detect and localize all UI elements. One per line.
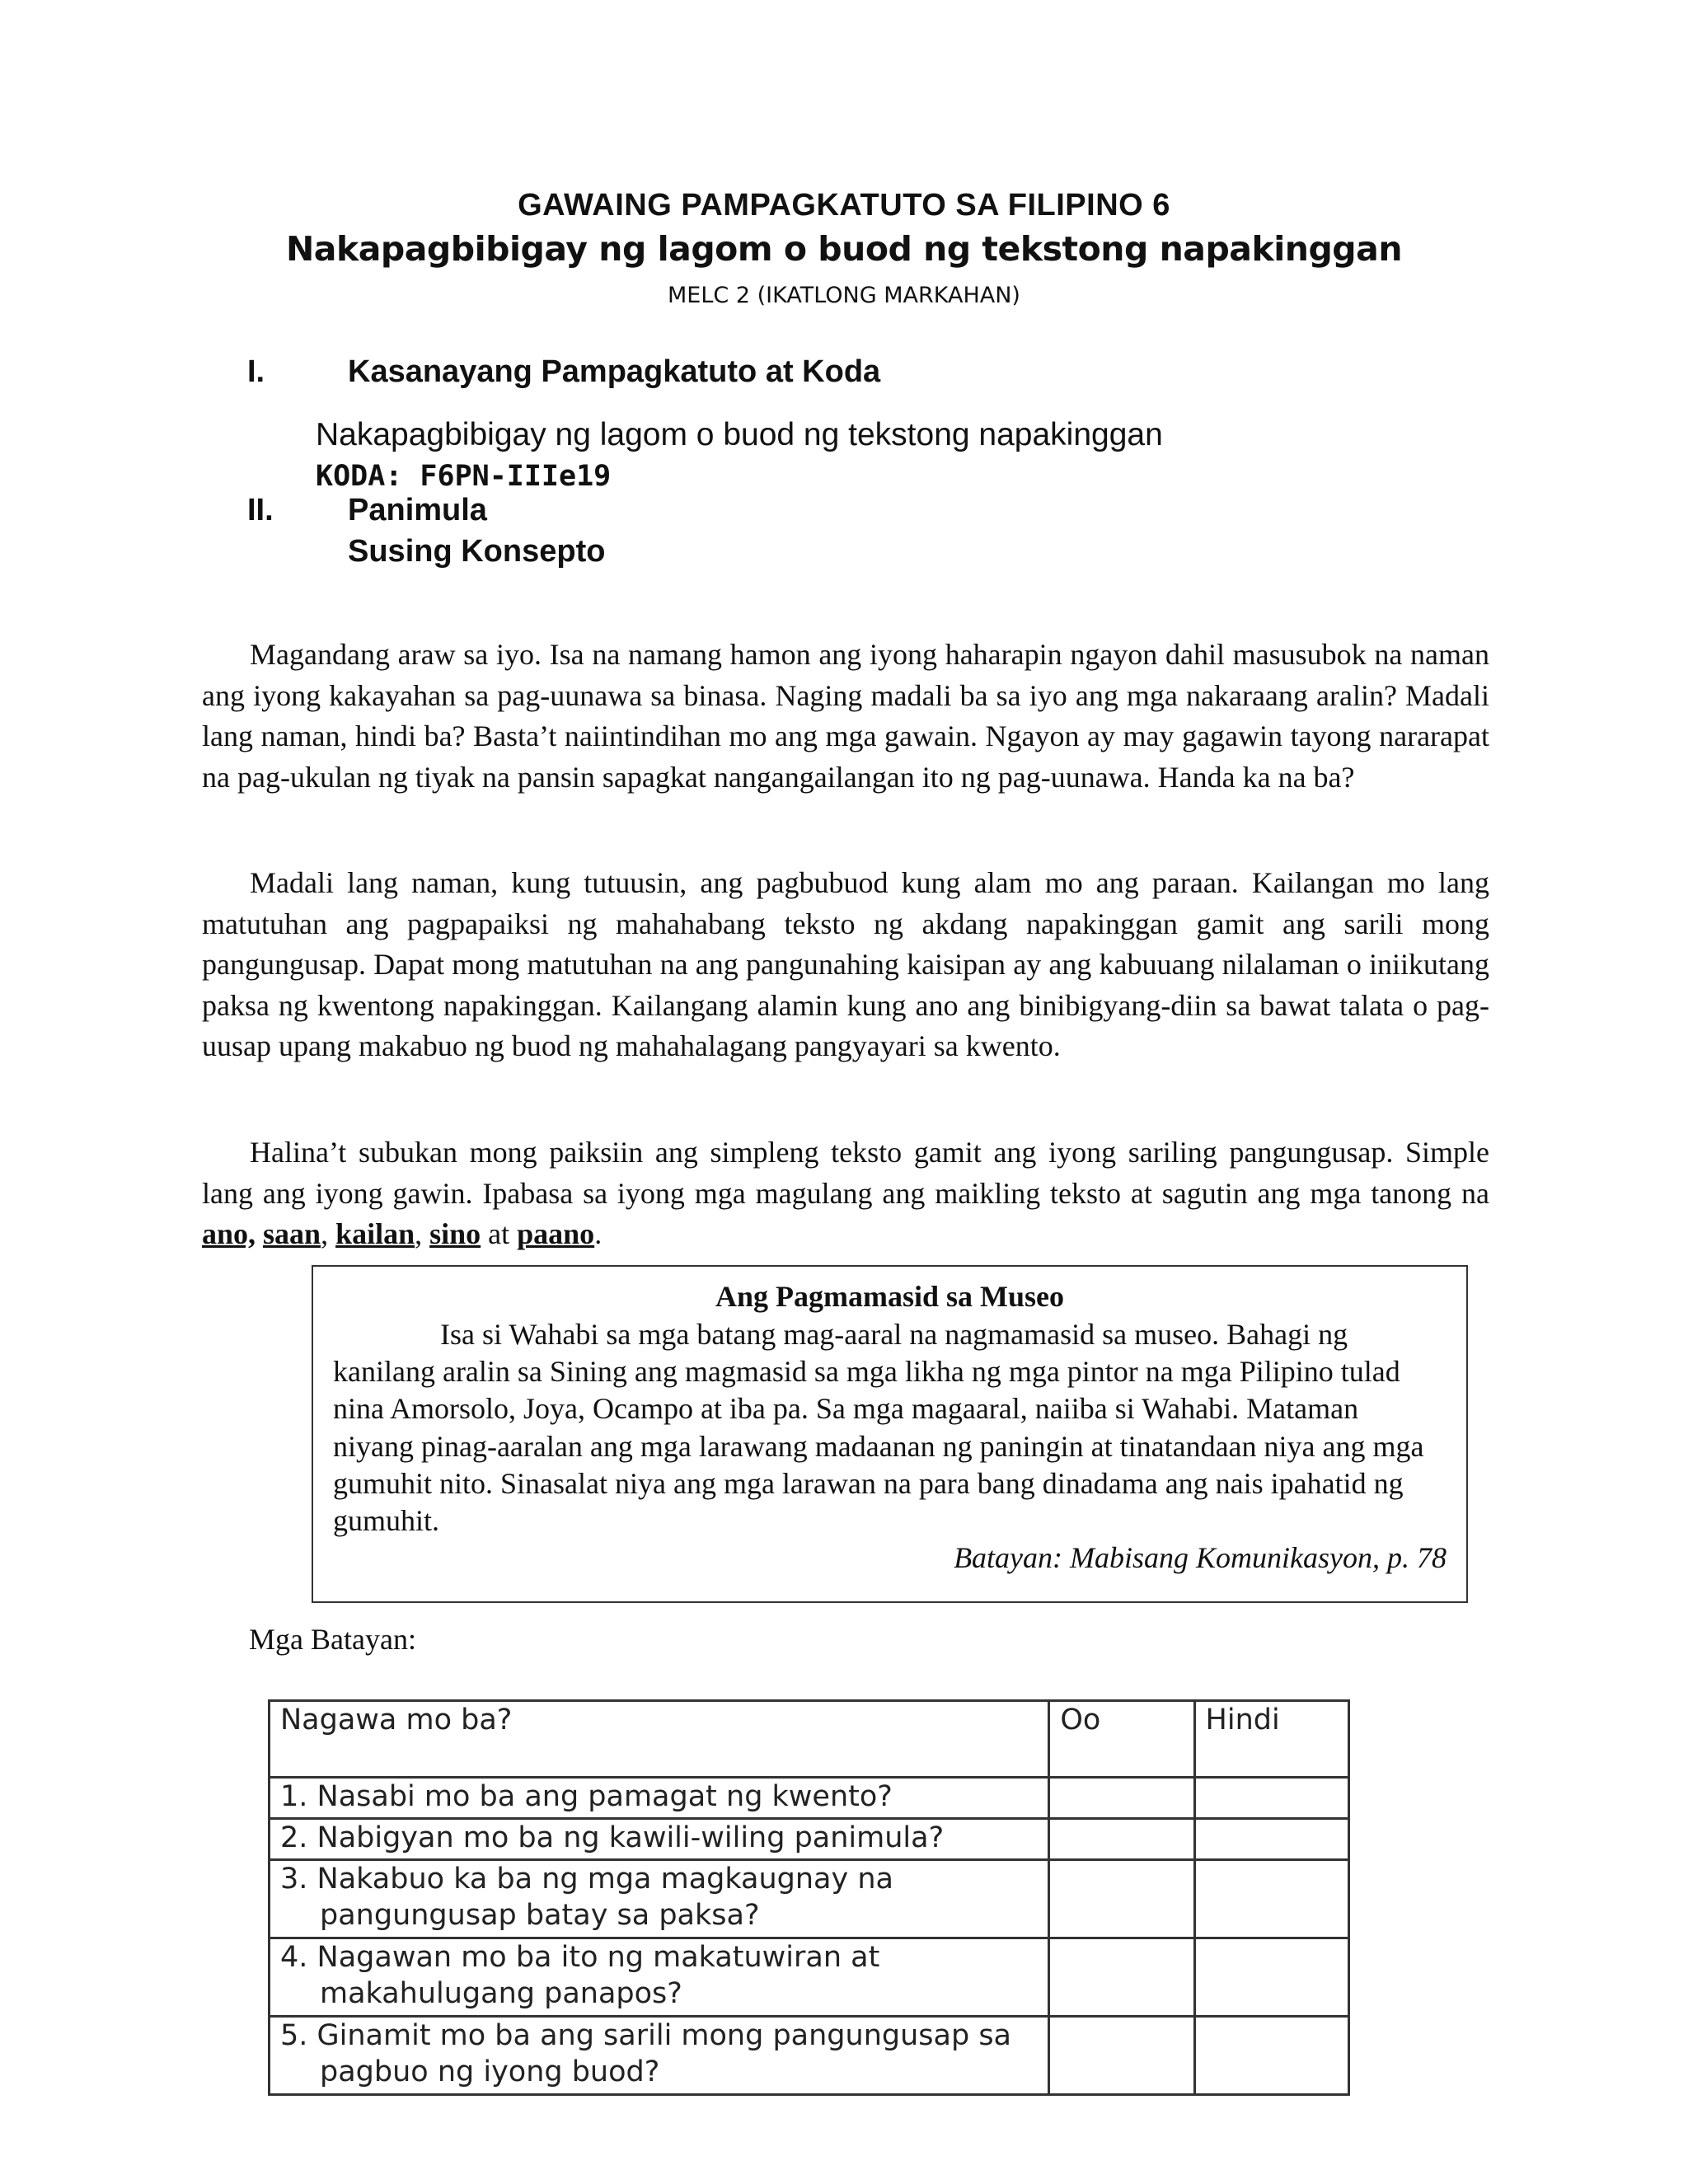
criterion-text: 1. Nasabi mo ba ang pamagat ng kwento? <box>280 1780 893 1813</box>
story-body: Isa si Wahabi sa mga batang mag-aaral na nagmamasid sa museo. Bahagi ng kanilang aralin sa Sining ang magmasid sa mga likha ng mga pintor na mga Pilipino tulad nina Amorsolo, Joya, Ocampo at iba pa. Sa mga magaaral, naiiba si Wahabi. Mataman niyang pinag-aaralan ang mga larawang madaanan ng paningin at tinatandaan niya ang mga gumuhit nito. Sinasalat niya ang mga larawan na para bang dinadama ang nais ipahatid ng gumuhit. <box>333 1318 1424 1538</box>
table-row <box>270 1938 1349 2017</box>
criterion-text: 3. Nakabuo ka ba ng mga magkaugnay na pangungusap batay sa paksa? <box>280 1863 893 1932</box>
hindi-cell[interactable] <box>1194 1778 1348 1819</box>
header-hindi: Hindi <box>1194 1701 1348 1778</box>
criterion-text: 5. Ginamit mo ba ang sarili mong pangungusap sa pagbuo ng iyong buod? <box>280 2019 1011 2088</box>
criterion-text: 4. Nagawan mo ba ito ng makatuwiran at makahulugang panapos? <box>280 1941 880 2010</box>
hindi-cell[interactable] <box>1194 1860 1348 1938</box>
paragraph-1: Magandang araw sa iyo. Isa na namang hamon ang iyong haharapin ngayon dahil masusubok na naman ang iyong kakayahan sa pag-uunawa sa binasa. Naging madali ba sa iyo ang mga nakaraang aralin? Madali lang naman, hindi ba? Basta’t naiintindihan mo ang mga gawain. Ngayon ay may gagawin tayong nararapat na pag-ukulan ng tiyak na pansin sapagkat nangangailangan ito ng pag-uunawa. Handa ka na ba? <box>202 638 1489 794</box>
koda-code: KODA: F6PN-IIIe19 <box>316 460 612 493</box>
keyword-sino: sino <box>429 1217 481 1250</box>
keyword-kailan: kailan <box>335 1217 415 1250</box>
section-2-number: II. <box>247 493 274 527</box>
rubric-label: Mga Batayan: <box>249 1623 416 1656</box>
section-1-number: I. <box>247 354 265 389</box>
header-oo: Oo <box>1049 1701 1194 1778</box>
keyword-saan: saan <box>263 1217 321 1250</box>
table-row <box>270 2017 1349 2095</box>
section-2-heading: Panimula <box>348 493 487 527</box>
paragraph-2: Madali lang naman, kung tutuusin, ang pagbubuod kung alam mo ang paraan. Kailangan mo lang matutuhan ang pagpapaiksi ng mahahabang teksto ng akdang napakinggan gamit ang sarili mong pangungusap. Dapat mong matutuhan na ang pangunahing kaisipan ay ang kabuuang nilalaman o iniikutang paksa ng kwentong napakinggan. Kailangang alamin kung ano ang binibigyang-diin sa bawat talata o pag-uusap upang makabuo ng buod ng mahahalagang pangyayari sa kwento. <box>202 866 1489 1062</box>
table-row <box>270 1860 1349 1938</box>
oo-cell[interactable] <box>1049 1778 1194 1819</box>
oo-cell[interactable] <box>1049 2017 1194 2095</box>
story-source: Batayan: Mabisang Komunikasyon, p. 78 <box>954 1541 1447 1574</box>
skill-statement: Nakapagbibigay ng lagom o buod ng tekstong napakinggan <box>316 417 1163 452</box>
melc-subtitle: MELC 2 (IKATLONG MARKAHAN) <box>668 283 1020 308</box>
table-row <box>270 1778 1349 1819</box>
header-question: Nagawa mo ba? <box>270 1701 1049 1778</box>
rubric-table <box>268 1699 1350 2096</box>
oo-cell[interactable] <box>1049 1860 1194 1938</box>
hindi-cell[interactable] <box>1194 1819 1348 1860</box>
subject-title: GAWAING PAMPAGKATUTO SA FILIPINO 6 <box>518 188 1170 223</box>
section-1-heading: Kasanayang Pampagkatuto at Koda <box>348 354 881 389</box>
keyword-paano: paano <box>517 1217 595 1250</box>
paragraph-3: Halina’t subukan mong paiksiin ang simpleng teksto gamit ang iyong sariling pangungusap. Simple lang ang iyong gawin. Ipabasa sa iyong mga magulang ang maikling teksto at sagutin ang mga tanong na ano, saan, kailan, sino at paano. <box>202 1136 1489 1250</box>
story-box <box>312 1265 1468 1603</box>
table-header-row <box>270 1701 1349 1778</box>
oo-cell[interactable] <box>1049 1938 1194 2017</box>
table-row <box>270 1819 1349 1860</box>
lesson-title: Nakapagbibigay ng lagom o buod ng tekstong napakinggan <box>285 229 1403 269</box>
hindi-cell[interactable] <box>1194 2017 1348 2095</box>
criterion-text: 2. Nabigyan mo ba ng kawili-wiling panimula? <box>280 1821 945 1854</box>
section-2-subheading: Susing Konsepto <box>348 534 606 569</box>
keyword-ano: ano, <box>202 1217 256 1250</box>
hindi-cell[interactable] <box>1194 1938 1348 2017</box>
story-title: Ang Pagmamasid sa Museo <box>715 1280 1065 1313</box>
oo-cell[interactable] <box>1049 1819 1194 1860</box>
